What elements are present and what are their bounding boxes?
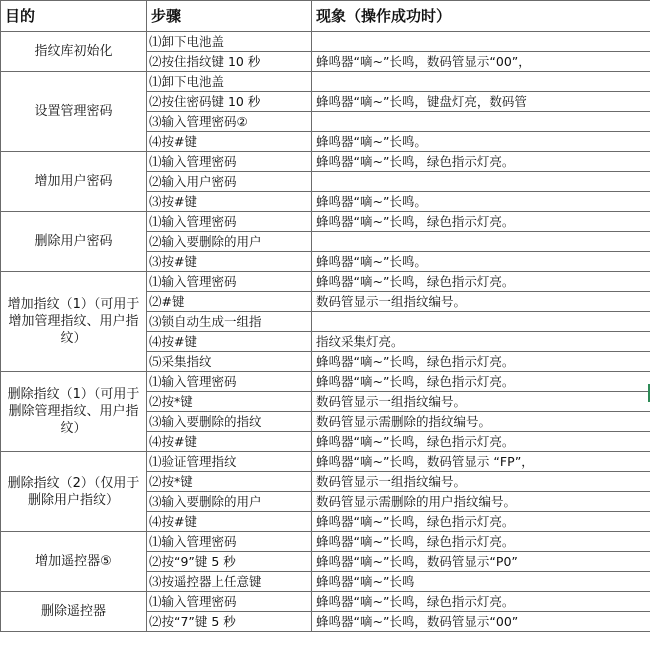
table-row	[1, 212, 650, 232]
result-cell	[312, 72, 650, 92]
table-row	[1, 452, 650, 472]
result-cell: 数码管显示一组指纹编号。	[312, 472, 650, 492]
result-cell: 蜂鸣器“嘀~”长鸣，绿色指示灯亮。	[312, 592, 650, 612]
result-cell: 蜂鸣器“嘀~”长鸣。	[312, 252, 650, 272]
step-cell: ⑵按住密码键 10 秒	[147, 92, 312, 112]
result-cell: 蜂鸣器“嘀~”长鸣，绿色指示灯亮。	[312, 212, 650, 232]
purpose-add-user-password: 增加用户密码	[1, 152, 147, 212]
result-cell: 蜂鸣器“嘀~”长鸣，键盘灯亮，数码管	[312, 92, 650, 112]
table-row	[1, 152, 650, 172]
step-cell: ⑶按#键	[147, 192, 312, 212]
purpose-delete-remote: 删除遥控器	[1, 592, 147, 632]
step-cell: ⑸采集指纹	[147, 352, 312, 372]
step-cell: ⑶输入要删除的用户	[147, 492, 312, 512]
step-cell: ⑷按#键	[147, 132, 312, 152]
result-cell: 蜂鸣器“嘀~”长鸣，绿色指示灯亮。	[312, 532, 650, 552]
result-cell: 蜂鸣器“嘀~”长鸣，绿色指示灯亮。	[312, 352, 650, 372]
result-cell: 数码管显示一组指纹编号。	[312, 292, 650, 312]
result-cell: 数码管显示需删除的用户指纹编号。	[312, 492, 650, 512]
step-cell: ⑵按*键	[147, 392, 312, 412]
step-cell: ⑴验证管理指纹	[147, 452, 312, 472]
purpose-fingerprint-init: 指纹库初始化	[1, 32, 147, 72]
result-cell: 蜂鸣器“嘀~”长鸣。	[312, 192, 650, 212]
step-cell: ⑵输入要删除的用户	[147, 232, 312, 252]
purpose-delete-user-password: 删除用户密码	[1, 212, 147, 272]
step-cell: ⑴输入管理密码	[147, 212, 312, 232]
result-cell: 蜂鸣器“嘀~”长鸣，数码管显示“00”	[312, 612, 650, 632]
purpose-add-remote: 增加遥控器⑤	[1, 532, 147, 592]
result-cell: 指纹采集灯亮。	[312, 332, 650, 352]
step-cell: ⑵按“7”键 5 秒	[147, 612, 312, 632]
table-row	[1, 592, 650, 612]
header-steps: 步骤	[147, 1, 312, 32]
step-cell: ⑷按#键	[147, 512, 312, 532]
header-row	[1, 1, 650, 32]
step-cell: ⑶输入管理密码②	[147, 112, 312, 132]
result-cell: 蜂鸣器“嘀~”长鸣，数码管显示“00”，	[312, 52, 650, 72]
result-cell: 蜂鸣器“嘀~”长鸣。	[312, 132, 650, 152]
result-cell	[312, 232, 650, 252]
step-cell: ⑶按遥控器上任意键	[147, 572, 312, 592]
table-row	[1, 532, 650, 552]
result-cell	[312, 172, 650, 192]
result-cell	[312, 112, 650, 132]
step-cell: ⑴输入管理密码	[147, 272, 312, 292]
table-row	[1, 272, 650, 292]
step-cell: ⑵#键	[147, 292, 312, 312]
step-cell: ⑵按住指纹键 10 秒	[147, 52, 312, 72]
table-row	[1, 72, 650, 92]
purpose-delete-fingerprint-1: 删除指纹（1）（可用于删除管理指纹、用户指纹）	[1, 372, 147, 452]
result-cell: 蜂鸣器“嘀~”长鸣，绿色指示灯亮。	[312, 152, 650, 172]
step-cell: ⑴输入管理密码	[147, 372, 312, 392]
step-cell: ⑵按*键	[147, 472, 312, 492]
result-cell: 数码管显示一组指纹编号。	[312, 392, 650, 412]
result-cell: 蜂鸣器“嘀~”长鸣，绿色指示灯亮。	[312, 372, 650, 392]
result-cell	[312, 312, 650, 332]
step-cell: ⑴输入管理密码	[147, 152, 312, 172]
step-cell: ⑵输入用户密码	[147, 172, 312, 192]
result-cell	[312, 32, 650, 52]
result-cell: 蜂鸣器“嘀~”长鸣	[312, 572, 650, 592]
step-cell: ⑷按#键	[147, 432, 312, 452]
step-cell: ⑵按“9”键 5 秒	[147, 552, 312, 572]
step-cell: ⑶输入要删除的指纹	[147, 412, 312, 432]
header-result: 现象（操作成功时）	[312, 1, 650, 32]
step-cell: ⑴卸下电池盖	[147, 72, 312, 92]
result-cell: 蜂鸣器“嘀~”长鸣，数码管显示“P0”	[312, 552, 650, 572]
result-cell: 蜂鸣器“嘀~”长鸣，数码管显示 “FP”，	[312, 452, 650, 472]
purpose-set-admin-password: 设置管理密码	[1, 72, 147, 152]
step-cell: ⑷按#键	[147, 332, 312, 352]
table-row	[1, 372, 650, 392]
purpose-add-fingerprint: 增加指纹（1）（可用于增加管理指纹、用户指纹）	[1, 272, 147, 372]
header-purpose: 目的	[1, 1, 147, 32]
step-cell: ⑴输入管理密码	[147, 532, 312, 552]
purpose-delete-fingerprint-2: 删除指纹（2）（仅用于删除用户指纹）	[1, 452, 147, 532]
step-cell: ⑶锁自动生成一组指	[147, 312, 312, 332]
result-cell: 蜂鸣器“嘀~”长鸣，绿色指示灯亮。	[312, 432, 650, 452]
step-cell: ⑴卸下电池盖	[147, 32, 312, 52]
result-cell: 数码管显示需删除的指纹编号。	[312, 412, 650, 432]
step-cell: ⑴输入管理密码	[147, 592, 312, 612]
step-cell: ⑶按#键	[147, 252, 312, 272]
table-row	[1, 32, 650, 52]
result-cell: 蜂鸣器“嘀~”长鸣，绿色指示灯亮。	[312, 512, 650, 532]
result-cell: 蜂鸣器“嘀~”长鸣，绿色指示灯亮。	[312, 272, 650, 292]
